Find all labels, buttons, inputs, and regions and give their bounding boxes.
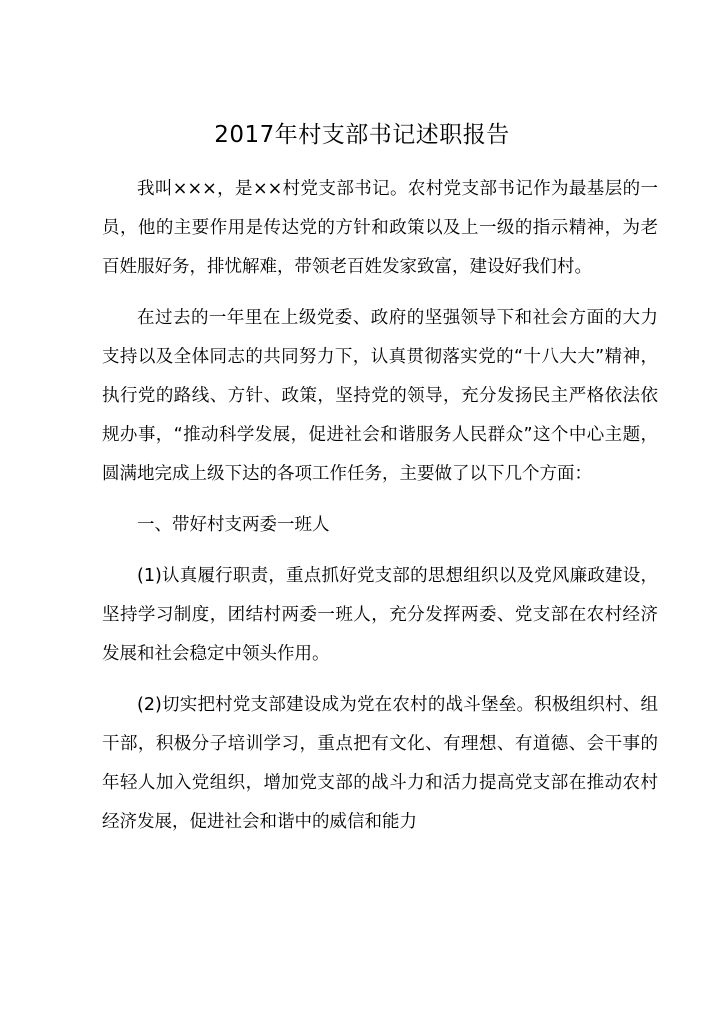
paragraph-summary: 在过去的一年里在上级党委、政府的坚强领导下和社会方面的大力支持以及全体同志的共同努力下，认真贯彻落实党的“十八大大”精神，执行党的路线、方针、政策，坚持党的领导，充分发扬民主严格依法依规办事，“推动科学发展，促进社会和谐服务人民群众”这个中心主题，圆满地完成上级下达的各项工作任务，主要做了以下几个方面：: [102, 308, 658, 484]
paragraph-item-2: (2)切实把村党支部建设成为党在农村的战斗堡垒。积极组织村、组干部，积极分子培训学习，重点把有文化、有理想、有道德、会干事的年轻人加入党组织，增加党支部的战斗力和活力提高党支部在推动农村经济发展，促进社会和谐中的威信和能力: [102, 695, 658, 832]
section-heading: 一、带好村支两委一班人: [137, 515, 330, 535]
paragraph-intro: 我叫×××，是××村党支部书记。农村党支部书记作为最基层的一员，他的主要作用是传达党的方针和政策以及上一级的指示精神，为老百姓服好务，排忧解难，带领老百姓发家致富，建设好我们村。: [102, 179, 658, 277]
document-body: [102, 170, 658, 854]
paragraph-item-1: (1)认真履行职责，重点抓好党支部的思想组织以及党风廉政建设，坚持学习制度，团结村两委一班人，充分发挥两委、党支部在农村经济发展和社会稳定中领头作用。: [102, 566, 658, 664]
document-title: 2017年村支部书记述职报告: [214, 122, 510, 148]
